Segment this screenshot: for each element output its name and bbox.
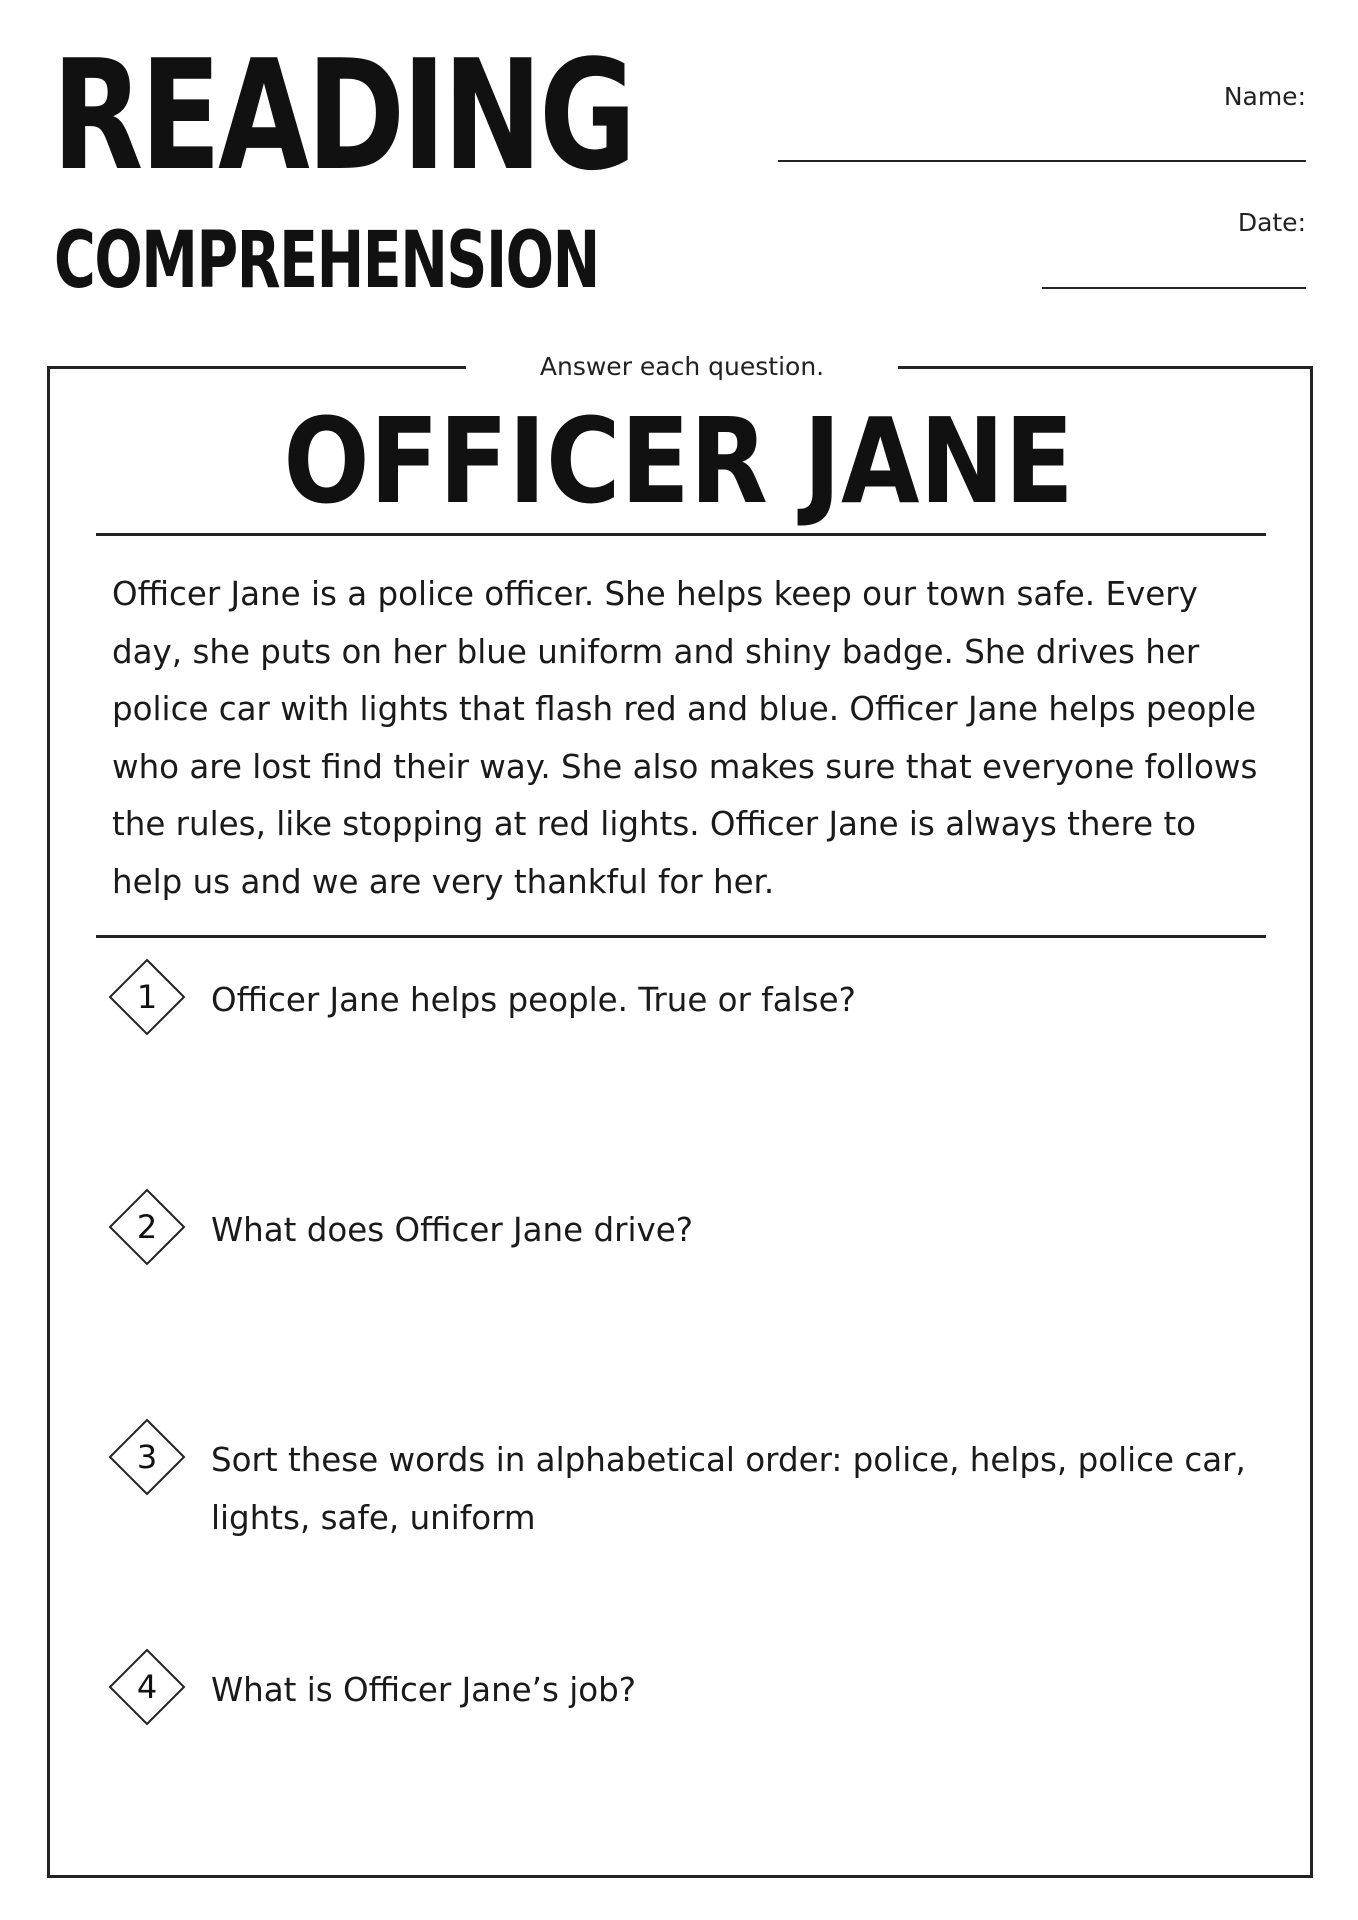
question-number: 2 (136, 1208, 158, 1246)
name-line[interactable] (778, 160, 1306, 162)
diamond-number-icon (108, 1188, 186, 1266)
story-title (0, 392, 1358, 530)
question-number: 1 (136, 978, 158, 1016)
instruction-text: Answer each question. (466, 349, 898, 385)
diamond-number-icon (108, 958, 186, 1036)
question-text: What is Officer Jane’s job? (211, 1671, 637, 1709)
story-title-text: OFFICER JANE (283, 392, 1075, 530)
story-passage: Officer Jane is a police officer. She helps keep our town safe. Every day, she puts on her blue uniform and shiny badge. She drives her police car with lights that flash red and blue. Officer Jane helps people who are lost find their way. She also makes sure that everyone follows the rules, like stopping at red lights. Officer Jane is always there to help us and we are very thankful for her. (112, 575, 1258, 901)
question-number: 3 (136, 1438, 158, 1476)
date-line[interactable] (1042, 287, 1306, 289)
worksheet-title-reading: READING (52, 27, 634, 204)
diamond-number-icon (108, 1648, 186, 1726)
date-label: Date: (1237, 208, 1306, 237)
question-text: Sort these words in alphabetical order: police, helps, police car, lights, safe, uniform (211, 1441, 1246, 1537)
name-label: Name: (1223, 82, 1306, 111)
question-number: 4 (136, 1668, 158, 1706)
question-text: Officer Jane helps people. True or false? (211, 981, 856, 1019)
divider-top (96, 533, 1266, 536)
worksheet-title-comprehension: COMPREHENSION (54, 216, 599, 306)
divider-bottom (96, 935, 1266, 938)
question-text: What does Officer Jane drive? (211, 1211, 693, 1249)
diamond-number-icon (108, 1418, 186, 1496)
